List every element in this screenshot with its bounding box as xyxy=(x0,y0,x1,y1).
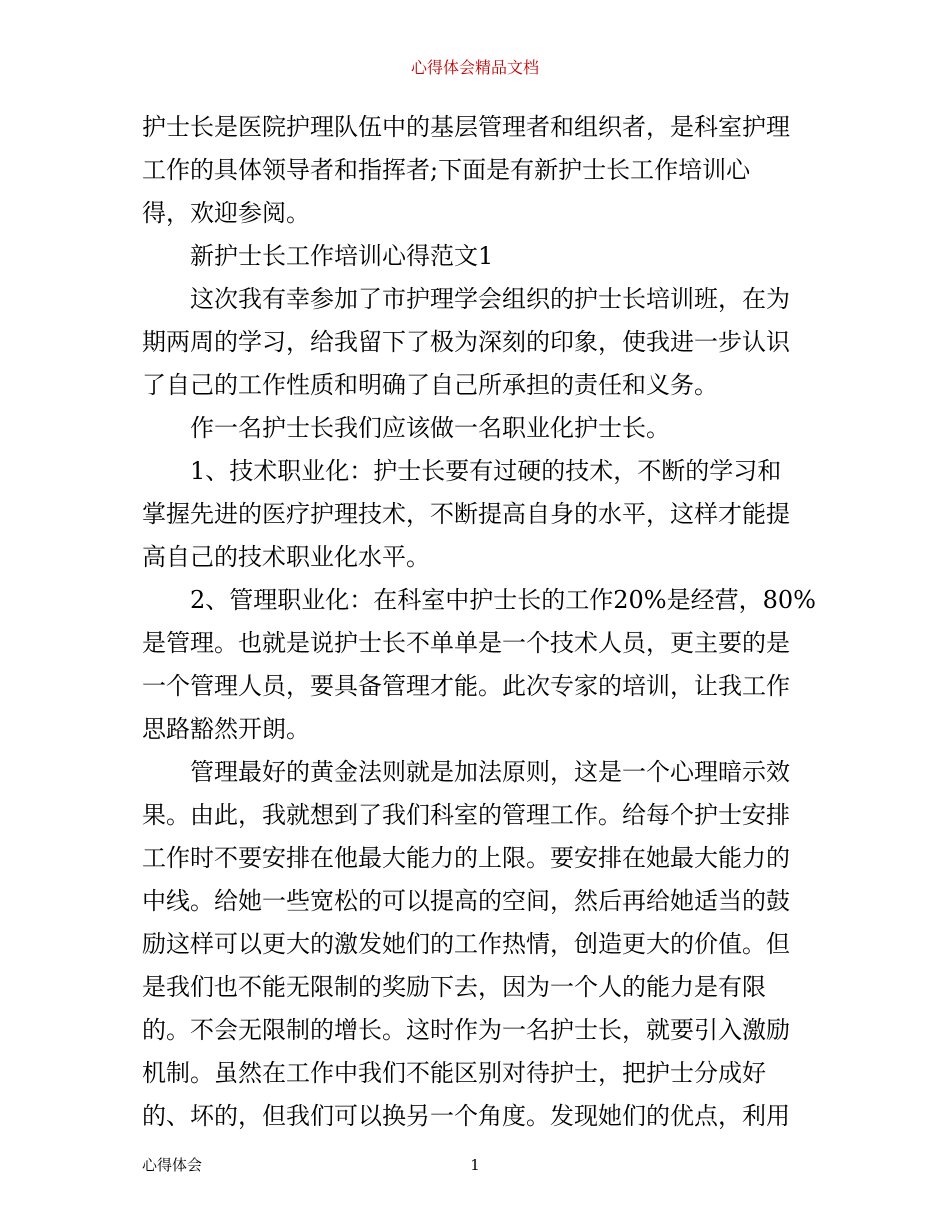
text-line: 思路豁然开朗。 xyxy=(142,715,310,743)
text-line: 是我们也不能无限制的奖励下去，因为一个人的能力是有限 xyxy=(142,973,766,1001)
text-line: 2、管理职业化：在科室中护士长的工作20%是经营，80% xyxy=(190,586,816,614)
text-line: 管理最好的黄金法则就是加法原则，这是一个心理暗示效 xyxy=(190,758,790,786)
text-line: 掌握先进的医疗护理技术，不断提高自身的水平，这样才能提 xyxy=(142,500,790,528)
text-line: 一个管理人员，要具备管理才能。此次专家的培训，让我工作 xyxy=(142,672,790,700)
text-line: 励这样可以更大的激发她们的工作热情，创造更大的价值。但 xyxy=(142,930,790,958)
text-line: 期两周的学习，给我留下了极为深刻的印象，使我进一步认识 xyxy=(142,328,790,356)
text-line: 了自己的工作性质和明确了自己所承担的责任和义务。 xyxy=(142,371,718,399)
text-line: 新护士长工作培训心得范文1 xyxy=(190,242,494,270)
document-body xyxy=(142,106,814,1138)
text-line: 工作时不要安排在他最大能力的上限。要安排在她最大能力的 xyxy=(142,844,790,872)
page-number: 1 xyxy=(470,1156,480,1174)
text-line: 这次我有幸参加了市护理学会组织的护士长培训班，在为 xyxy=(190,285,790,313)
text-line: 得，欢迎参阅。 xyxy=(142,199,310,227)
footer-label: 心得体会 xyxy=(142,1156,203,1174)
text-line: 的。不会无限制的增长。这时作为一名护士长，就要引入激励 xyxy=(142,1016,790,1044)
text-line: 作一名护士长我们应该做一名职业化护士长。 xyxy=(190,414,670,442)
text-line: 1、技术职业化：护士长要有过硬的技术，不断的学习和 xyxy=(190,457,782,485)
text-line: 护士长是医院护理队伍中的基层管理者和组织者，是科室护理 xyxy=(142,113,790,141)
text-line: 果。由此，我就想到了我们科室的管理工作。给每个护士安排 xyxy=(142,801,790,829)
text-line: 高自己的技术职业化水平。 xyxy=(142,543,430,571)
document-header: 心得体会精品文档 xyxy=(410,58,539,77)
text-line: 机制。虽然在工作中我们不能区别对待护士，把护士分成好 xyxy=(142,1059,766,1087)
text-line: 是管理。也就是说护士长不单单是一个技术人员，更主要的是 xyxy=(142,629,790,657)
text-line: 的、坏的，但我们可以换另一个角度。发现她们的优点，利用 xyxy=(142,1102,790,1130)
text-line: 中线。给她一些宽松的可以提高的空间，然后再给她适当的鼓 xyxy=(142,887,790,915)
text-line: 工作的具体领导者和指挥者;下面是有新护士长工作培训心 xyxy=(142,156,751,184)
